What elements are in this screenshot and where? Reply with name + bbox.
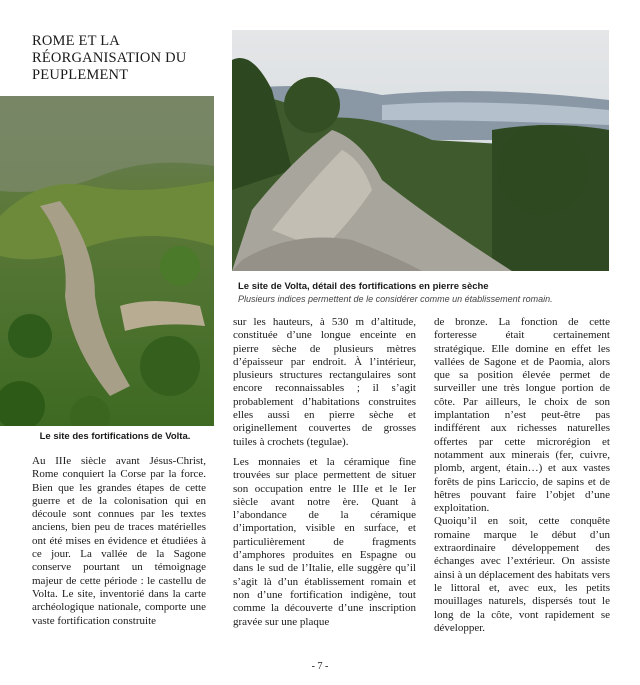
caption-left: Le site des fortifications de Volta. xyxy=(39,431,191,442)
page-number: - 7 - xyxy=(311,661,329,672)
aerial-photo-volta xyxy=(0,96,214,426)
stone-wall-photo xyxy=(232,30,609,271)
col3-paragraph-1: de bronze. La fonction de cette forteresse était certainement stratégique. Elle domine en effet les vallées de Sagone et de Paomia, alors que sa position élevée permet de surveiller une très longue portion de côte. Par ailleurs, le choix de son implantation n’est peut-être pas indifférent aux richesses naturelles offertes par cette microrégion et notamment aux minerais (fer, cuivre, plomb, argent, étain…) et aux vastes forêts de pins Lariccio, de sapins et de hêtres pouvant faire l’objet d’une exploitation. xyxy=(434,316,610,515)
col2-paragraph-1: sur les hauteurs, à 530 m d’altitude, constituée d’une longue enceinte en pierre sèche de plusieurs mètres d’épaisseur par endroit. À l’intérieur, plusieurs structures rectangulaires sont encore reconnaissables ; il s’agit probablement d’habitations construites elles aussi en pierre sèche et originellement couvertes de grosses tuiles à crochets (tegulae). xyxy=(233,316,416,448)
col2-paragraph-2: Les monnaies et la céramique fine trouvées sur place permettent de situer son occupation entre le IIIe et le Ier siècle avant notre ère. Quant à l’abondance de la céramique d’importation, visible en surface, et particulièrement de fragments d’amphores produites en Espagne ou dans le sud de l’Italie, elle suggère qu’il s’agit là d’un établissement romain et non d’une fortification indigène, tout comme la découverte d’une inscription gravée sur une plaque xyxy=(233,455,416,628)
text-column-3 xyxy=(434,316,610,642)
caption-right-title: Le site de Volta, détail des fortifications en pierre sèche xyxy=(238,281,489,292)
text-column-2 xyxy=(233,316,416,636)
col1-paragraph-1: Au IIIe siècle avant Jésus-Christ, Rome conquiert la Corse par la force. Bien que les grandes étapes de cette guerre et de la colonisation qui en découle sont connues par les textes anciens, bien peu de traces matérielles ont été mises en évidence et étudiées à ce jour. La vallée de la Sagone conserve pourtant un témoignage majeur de cette période : le castellu de Volta. Le site, inventorié dans la carte archéologique nationale, comporte une vaste fortification construite xyxy=(32,455,206,627)
text-column-1 xyxy=(32,455,206,635)
page-title: ROME ET LA RÉORGANISATION DU PEUPLEMENT xyxy=(32,33,187,83)
caption-right-subtitle: Plusieurs indices permettent de le considérer comme un établissement romain. xyxy=(238,294,553,304)
col3-paragraph-2: Quoiqu’il en soit, cette conquête romaine marque le début d’un extraordinaire développement des échanges avec l’extérieur. On assiste ainsi à un déplacement des habitats vers le littoral et, avec eux, les petits mouillages naturels, dispersés tout le long de la côte, vont rapidement se développer. xyxy=(434,515,610,634)
